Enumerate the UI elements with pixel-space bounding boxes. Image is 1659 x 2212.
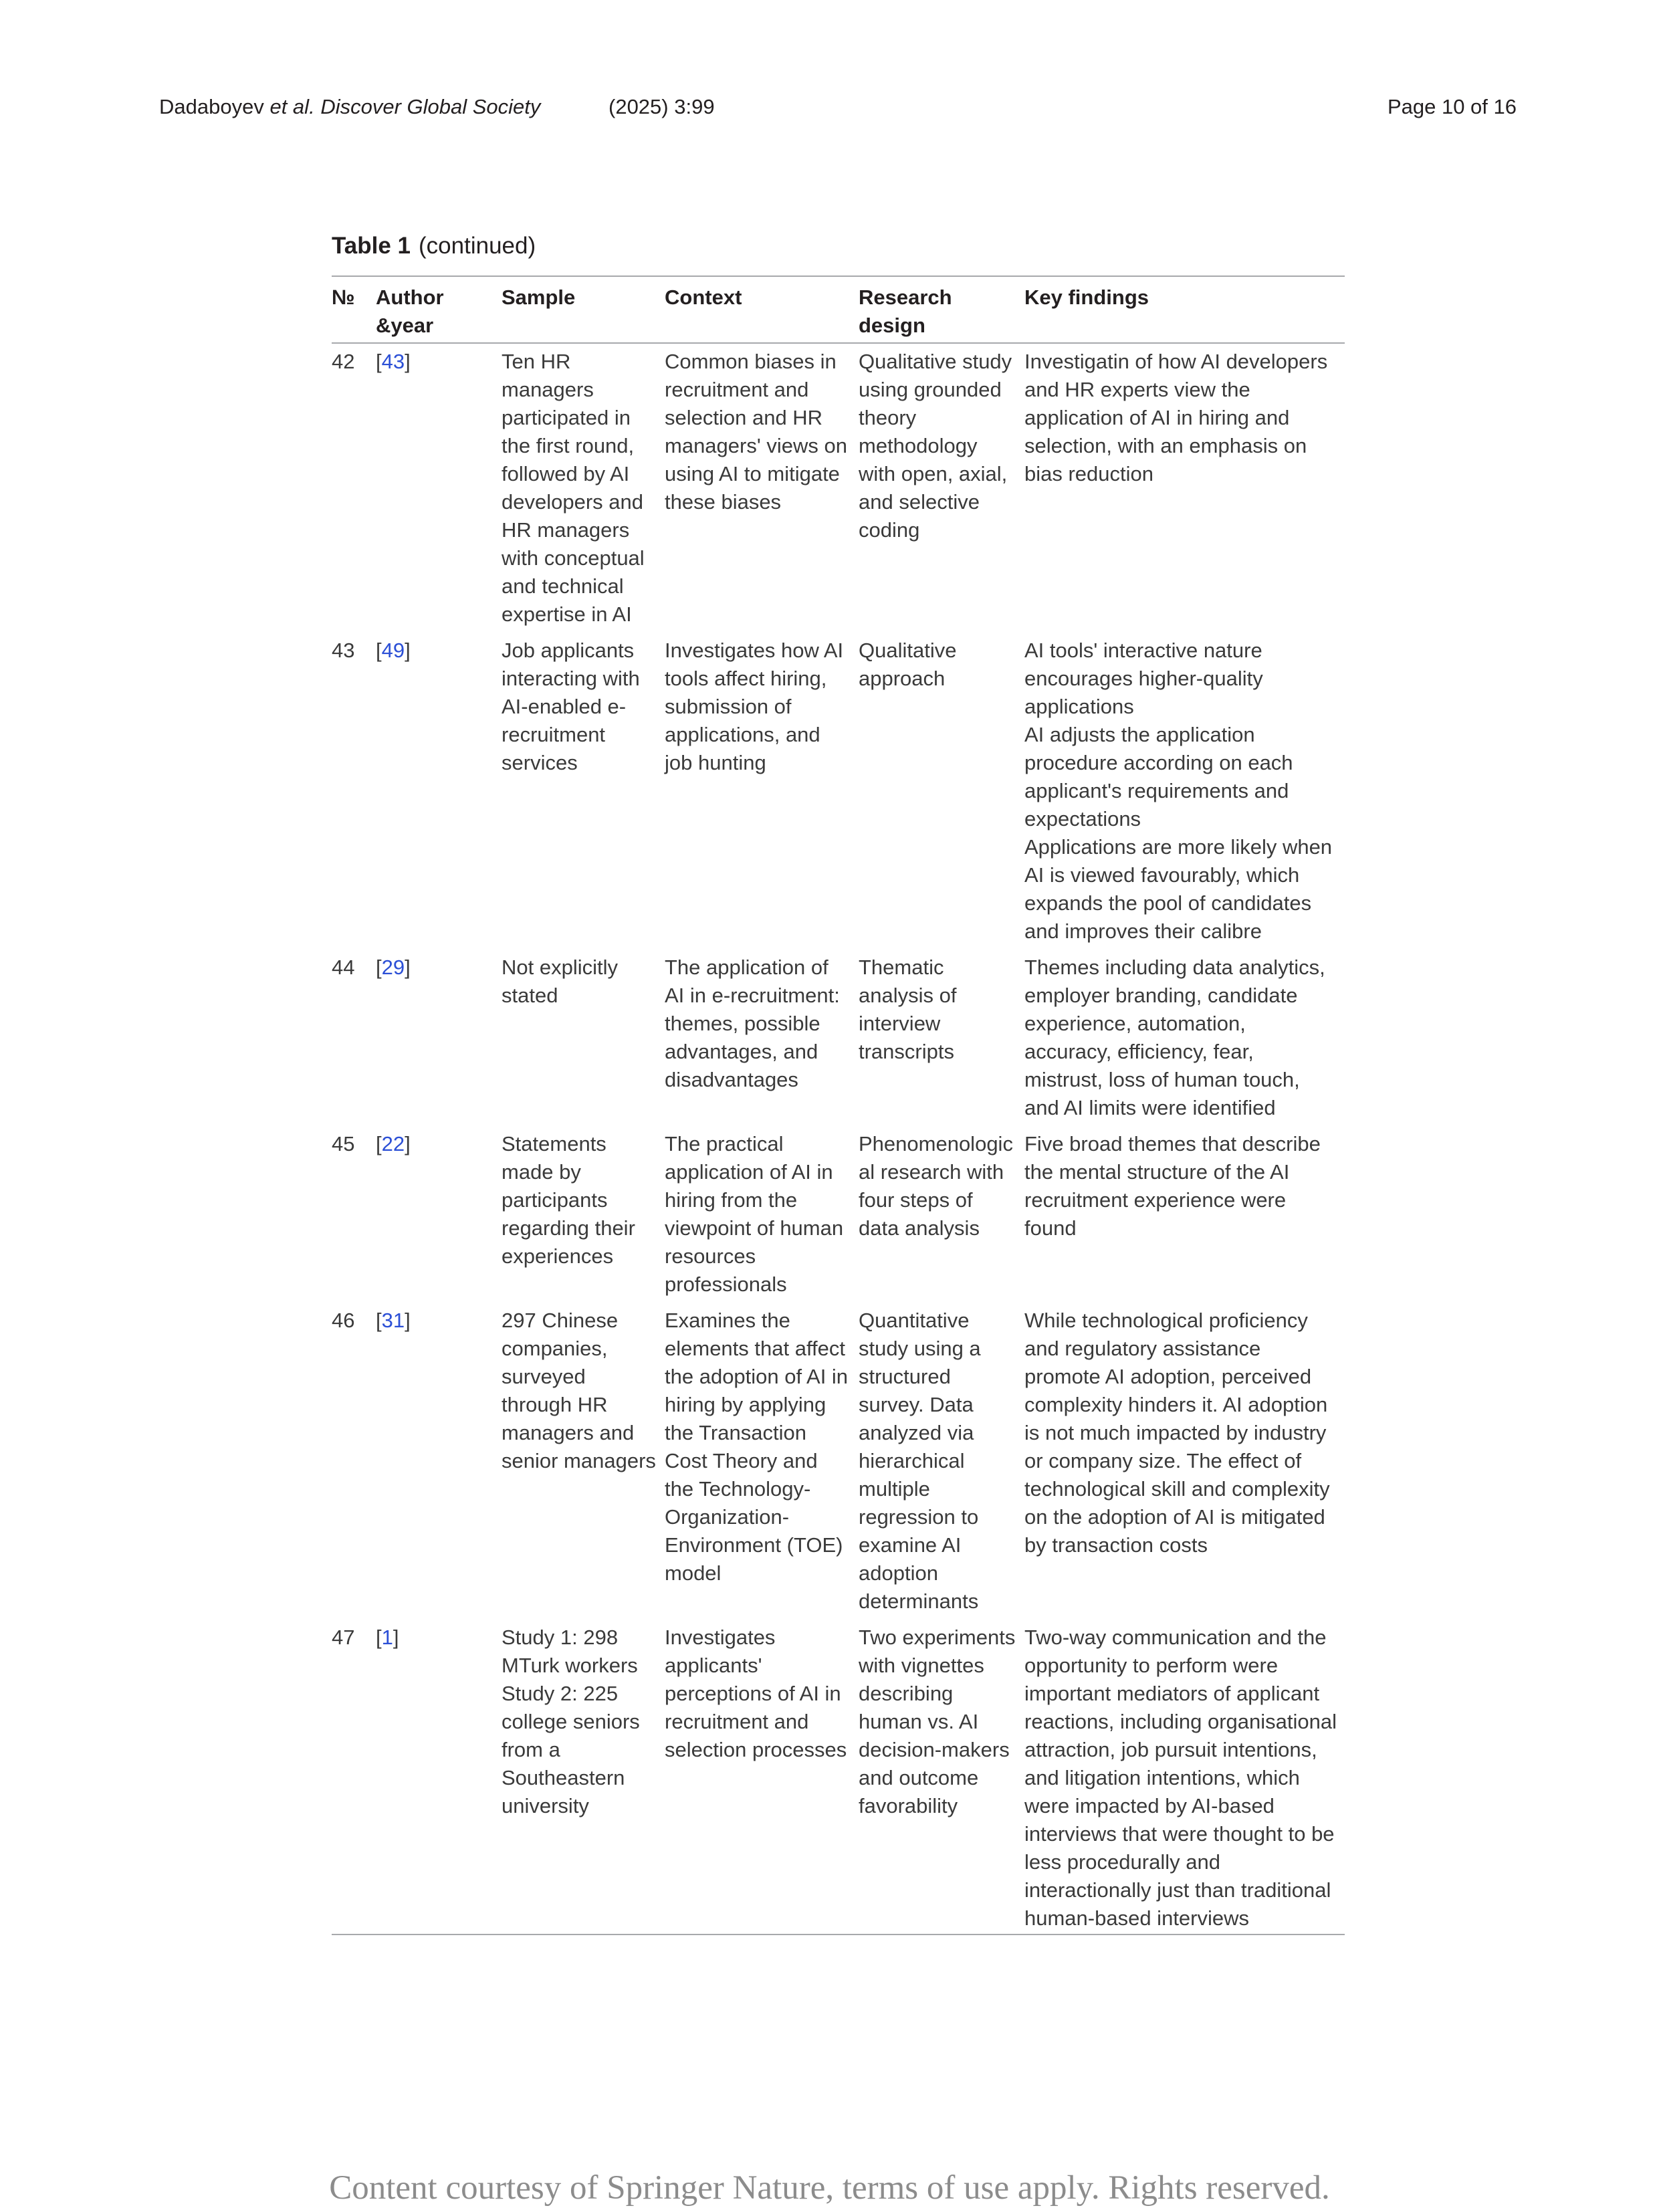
key-findings-cell	[1024, 1303, 1345, 1620]
research-design-cell: Quantitative study using a structured survey. Data analyzed via hierarchical multiple regression to examine AI adoption determinants	[859, 1309, 981, 1613]
author-year-cell: [22]	[376, 1132, 411, 1155]
author-year-cell: [43]	[376, 350, 411, 373]
sample-cell: Statements made by participants regarding their experiences	[502, 1132, 635, 1268]
copyright-notice: Content courtesy of Springer Nature, terms of use apply. Rights reserved.	[329, 2169, 1330, 2207]
author-year-cell: [31]	[376, 1309, 411, 1332]
finding-line: Themes including data analytics, employer branding, candidate experience, automation, accuracy, efficiency, fear, mistrust, loss of human touch, and AI limits were identified	[1024, 956, 1325, 1119]
reference-link[interactable]: 1	[381, 1626, 393, 1649]
table-header-row	[332, 276, 1345, 343]
finding-line: Five broad themes that describe the mental structure of the AI recruitment experience were found	[1024, 1132, 1321, 1240]
running-head-journal: Discover Global Society	[320, 95, 541, 118]
research-design-cell: Qualitative study using grounded theory methodology with open, axial, and selective coding	[859, 350, 1012, 542]
row-number: 46	[332, 1309, 355, 1332]
key-findings-cell	[1024, 343, 1345, 633]
running-head-year-volume: (2025) 3:99	[609, 95, 715, 118]
sample-cell: Not explicitly stated	[502, 956, 618, 1007]
reference-link[interactable]: 31	[381, 1309, 405, 1332]
row-number: 45	[332, 1132, 355, 1155]
header-key-findings: Key findings	[1024, 276, 1345, 343]
research-design-cell: Phenomenological research with four steps of data analysis	[859, 1132, 1013, 1240]
table-row	[332, 633, 1345, 950]
context-cell: Common biases in recruitment and selection and HR managers' views on using AI to mitigate these biases	[665, 350, 847, 514]
reference-link[interactable]: 29	[381, 956, 405, 979]
sample-cell: Ten HR managers participated in the first round, followed by AI developers and HR managers with conceptual and technical expertise in AI	[502, 350, 645, 626]
key-findings-cell	[1024, 1620, 1345, 1934]
table-container	[332, 230, 1345, 1935]
finding-line: AI tools' interactive nature encourages higher-quality applications	[1024, 639, 1263, 718]
running-head	[159, 92, 1517, 122]
header-sample: Sample	[502, 276, 665, 343]
table-caption-label: Table 1	[332, 233, 411, 259]
header-author-year: Author &year	[376, 276, 502, 343]
reference-link[interactable]: 43	[381, 350, 405, 373]
key-findings-cell	[1024, 950, 1345, 1126]
context-cell: The practical application of AI in hiring from the viewpoint of human resources professionals	[665, 1132, 844, 1296]
table-caption	[332, 230, 1345, 262]
table-caption-suffix: (continued)	[419, 233, 536, 259]
reference-link[interactable]: 49	[381, 639, 405, 662]
row-number: 42	[332, 350, 355, 373]
key-findings-cell	[1024, 1126, 1345, 1303]
research-design-cell: Qualitative approach	[859, 639, 957, 690]
row-number: 47	[332, 1626, 355, 1649]
header-research-design: Research design	[859, 276, 1024, 343]
table-row	[332, 1303, 1345, 1620]
table-row	[332, 950, 1345, 1126]
sample-cell: 297 Chinese companies, surveyed through HR managers and senior managers	[502, 1309, 656, 1472]
running-head-page-number: Page 10 of 16	[1387, 95, 1517, 118]
sample-line: Study 1: 298 MTurk workers	[502, 1626, 638, 1677]
finding-line: Investigatin of how AI developers and HR experts view the application of AI in hiring and selection, with an emphasis on bias reduction	[1024, 350, 1328, 485]
sample-line: Study 2: 225 college seniors from a Southeastern university	[502, 1682, 640, 1817]
context-cell: Investigates applicants' perceptions of AI in recruitment and selection processes	[665, 1626, 847, 1761]
header-context: Context	[665, 276, 859, 343]
finding-line: AI adjusts the application procedure according on each applicant's requirements and expectations	[1024, 723, 1293, 831]
table-row	[332, 1620, 1345, 1934]
running-head-citation	[159, 92, 540, 122]
running-head-authors: Dadaboyev	[159, 95, 264, 118]
research-design-cell: Thematic analysis of interview transcripts	[859, 956, 957, 1063]
reference-link[interactable]: 22	[381, 1132, 405, 1155]
context-cell: The application of AI in e-recruitment: themes, possible advantages, and disadvantages	[665, 956, 840, 1091]
context-cell: Investigates how AI tools affect hiring, submission of applications, and job hunting	[665, 639, 844, 774]
row-number: 44	[332, 956, 355, 979]
finding-line: Two-way communication and the opportunity to perform were important mediators of applicant reactions, including organisational attraction, job pursuit intentions, and litigation intentions, which were impacted by AI-based interviews that were thought to be less procedurally and interactionally just than traditional human-based interviews	[1024, 1626, 1337, 1930]
finding-line: Applications are more likely when AI is viewed favourably, which expands the pool of candidates and improves their calibre	[1024, 835, 1333, 943]
running-head-etal: et al.	[269, 95, 315, 118]
finding-line: While technological proficiency and regulatory assistance promote AI adoption, perceived complexity hinders it. AI adoption is not much impacted by industry or company size. The effect of technological skill and complexity on the adoption of AI is mitigated by transaction costs	[1024, 1309, 1330, 1557]
row-number: 43	[332, 639, 355, 662]
sample-cell	[502, 1620, 665, 1934]
author-year-cell: [29]	[376, 956, 411, 979]
key-findings-cell	[1024, 633, 1345, 950]
literature-table	[332, 275, 1345, 1935]
table-row	[332, 1126, 1345, 1303]
context-cell: Examines the elements that affect the adoption of AI in hiring by applying the Transaction Cost Theory and the Technology-Organization-Environment (TOE) model	[665, 1309, 849, 1585]
sample-cell: Job applicants interacting with AI-enabled e-recruitment services	[502, 639, 640, 774]
table-row	[332, 343, 1345, 633]
research-design-cell: Two experiments with vignettes describing human vs. AI decision-makers and outcome favorability	[859, 1626, 1016, 1817]
header-no: №	[332, 276, 376, 343]
author-year-cell: [49]	[376, 639, 411, 662]
author-year-cell: [1]	[376, 1626, 399, 1649]
